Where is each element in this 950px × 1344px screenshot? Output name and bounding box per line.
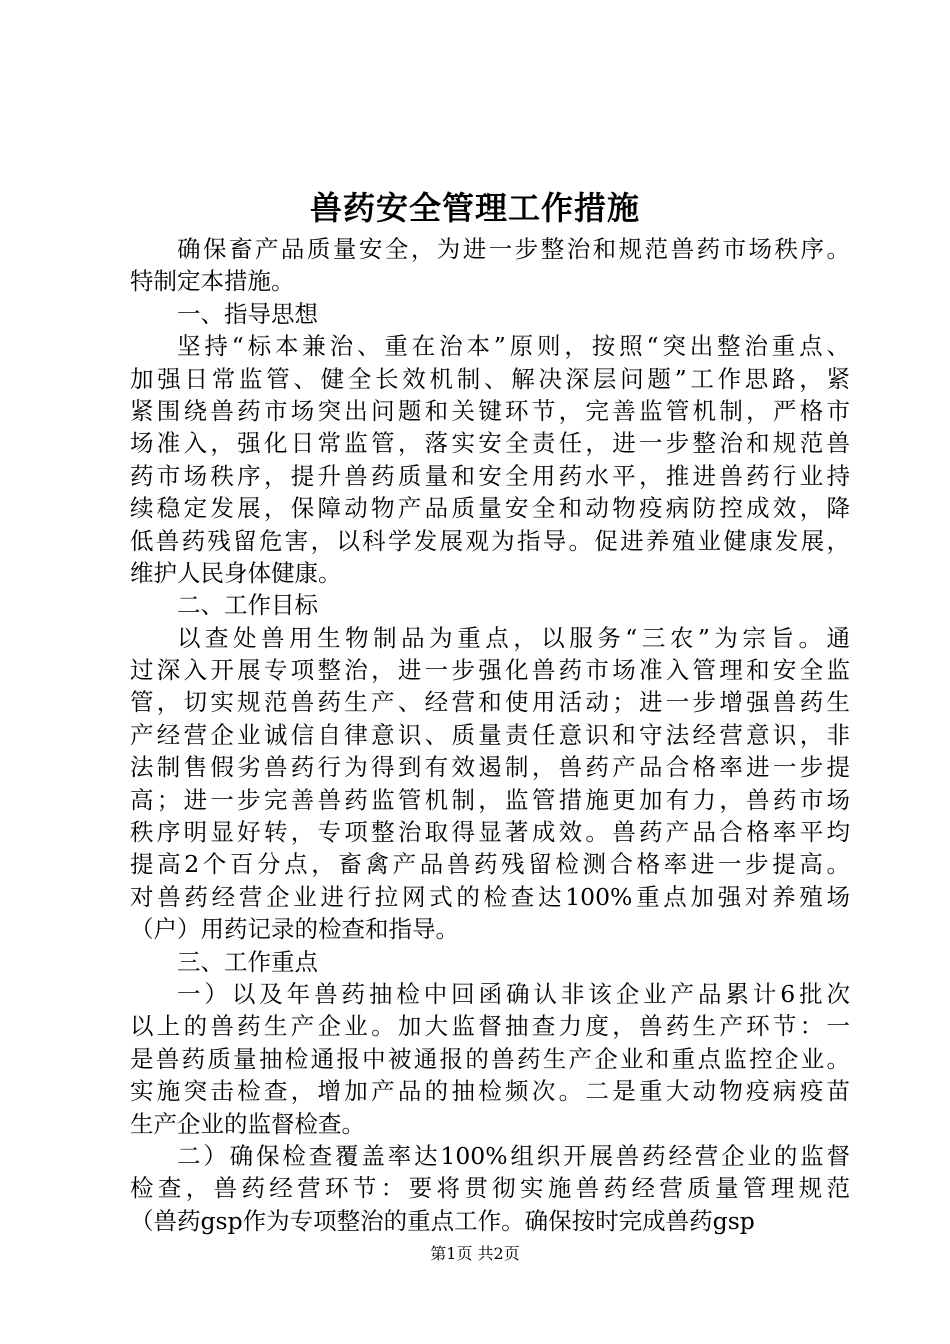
text-line: （兽药gsp作为专项整治的重点工作。确保按时完成兽药gsp xyxy=(130,1206,755,1235)
text-line: 特制定本措施。 xyxy=(130,267,295,296)
text-line: （户）用药记录的检查和指导。 xyxy=(130,915,459,944)
page-title: 兽药安全管理工作措施 xyxy=(309,189,640,227)
text-line: 以查处兽用生物制品为重点，以服务“三农”为宗旨。通 xyxy=(177,623,850,652)
text-line: 过深入开展专项整治，进一步强化兽药市场准入管理和安全监 xyxy=(130,656,850,685)
text-line: 高；进一步完善兽药监管机制，监管措施更加有力，兽药市场 xyxy=(130,785,850,814)
text-line: 检查，兽药经营环节：要将贯彻实施兽药经营质量管理规范 xyxy=(130,1174,850,1203)
text-line: 场准入，强化日常监管，落实安全责任，进一步整治和规范兽 xyxy=(130,429,850,458)
document-body xyxy=(130,233,850,1237)
text-line: 一）以及年兽药抽检中回函确认非该企业产品累计6批次 xyxy=(177,979,850,1008)
page-footer: 第1页 共2页 xyxy=(430,1244,520,1263)
text-line: 紧围绕兽药市场突出问题和关键环节，完善监管机制，严格市 xyxy=(130,396,850,425)
text-line: 提高2个百分点，畜禽产品兽药残留检测合格率进一步提高。 xyxy=(130,850,850,879)
text-line: 产经营企业诚信自律意识、质量责任意识和守法经营意识，非 xyxy=(130,720,850,749)
text-line: 低兽药残留危害，以科学发展观为指导。促进养殖业健康发展， xyxy=(130,526,850,555)
text-line: 管，切实规范兽药生产、经营和使用活动；进一步增强兽药生 xyxy=(130,688,850,717)
text-line: 三、工作重点 xyxy=(177,947,318,976)
text-line: 对兽药经营企业进行拉网式的检查达100%重点加强对养殖场 xyxy=(130,882,850,911)
text-line: 确保畜产品质量安全，为进一步整治和规范兽药市场秩序。 xyxy=(177,235,850,263)
text-line: 实施突击检查，增加产品的抽检频次。二是重大动物疫病疫苗 xyxy=(130,1077,850,1106)
text-line: 维护人民身体健康。 xyxy=(130,558,342,587)
text-line: 二）确保检查覆盖率达100%组织开展兽药经营企业的监督 xyxy=(177,1141,850,1170)
text-line: 药市场秩序，提升兽药质量和安全用药水平，推进兽药行业持 xyxy=(130,461,850,490)
text-line: 是兽药质量抽检通报中被通报的兽药生产企业和重点监控企业。 xyxy=(130,1044,850,1073)
text-line: 一、指导思想 xyxy=(177,299,318,328)
text-line: 秩序明显好转，专项整治取得显著成效。兽药产品合格率平均 xyxy=(130,818,850,847)
text-line: 生产企业的监督检查。 xyxy=(130,1109,365,1138)
text-line: 续稳定发展，保障动物产品质量安全和动物疫病防控成效，降 xyxy=(130,494,850,523)
text-line: 法制售假劣兽药行为得到有效遏制，兽药产品合格率进一步提 xyxy=(130,753,850,782)
text-line: 加强日常监管、健全长效机制、解决深层问题”工作思路，紧 xyxy=(130,364,850,393)
text-line: 二、工作目标 xyxy=(177,591,318,620)
text-line: 以上的兽药生产企业。加大监督抽查力度，兽药生产环节：一 xyxy=(130,1012,850,1041)
text-line: 坚持“标本兼治、重在治本”原则，按照“突出整治重点、 xyxy=(177,332,850,361)
